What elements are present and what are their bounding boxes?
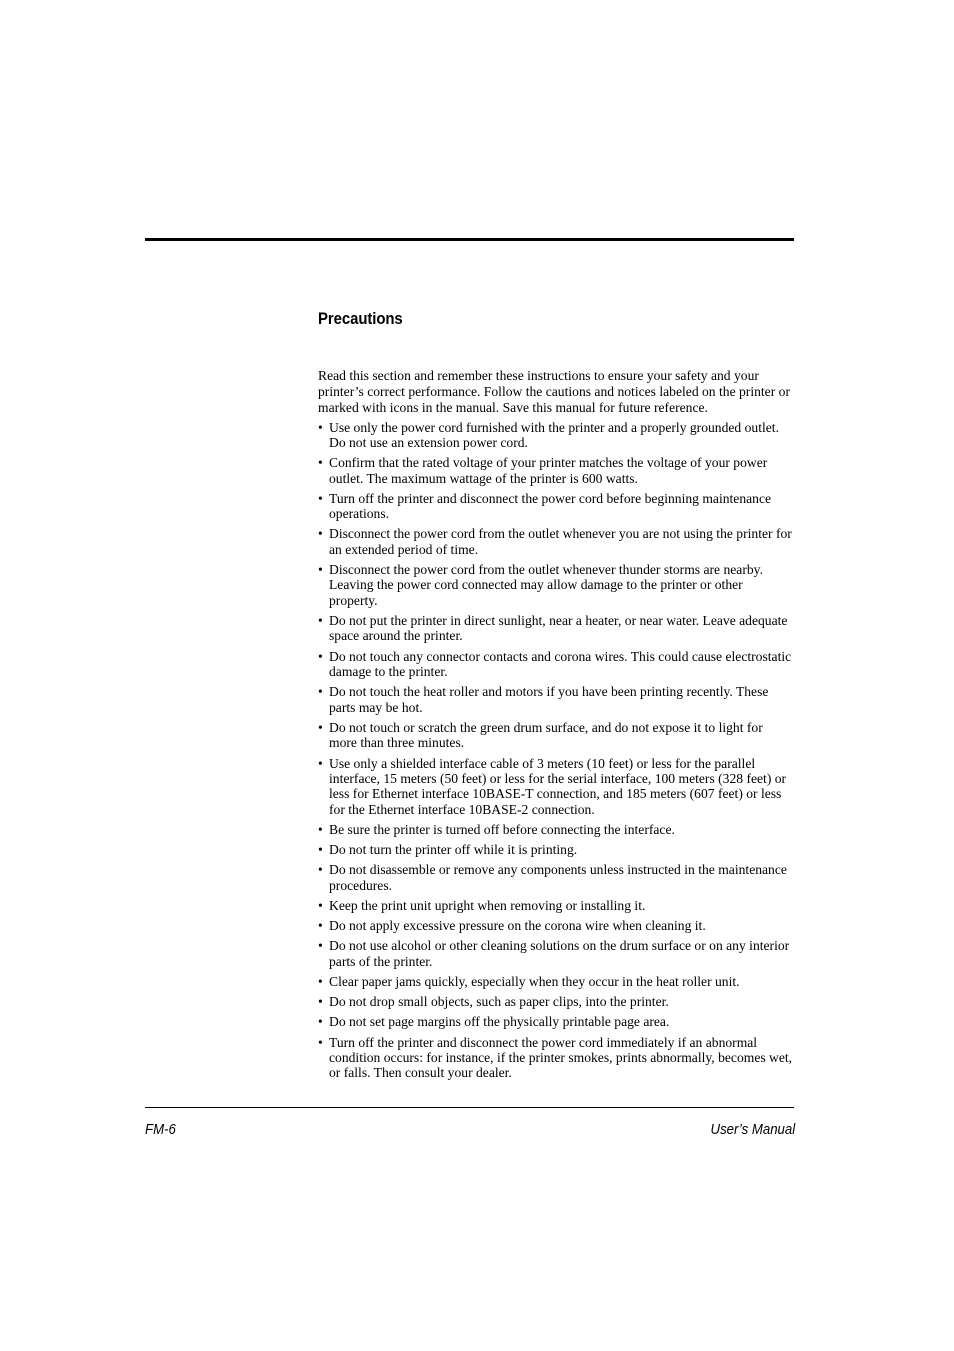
precaution-item: • Disconnect the power cord from the outlet whenever you are not using the printer for an extended period of time. [318,526,794,557]
footer-rule [145,1107,794,1108]
precaution-item: • Be sure the printer is turned off before connecting the interface. [318,822,794,837]
top-rule [145,238,794,241]
precautions-section [318,308,794,1086]
precaution-item: • Disconnect the power cord from the outlet whenever thunder storms are nearby. Leaving the power cord connected may allow damage to the printer or other property. [318,562,794,608]
precaution-item: • Clear paper jams quickly, especially when they occur in the heat roller unit. [318,974,794,989]
precaution-item: • Do not drop small objects, such as paper clips, into the printer. [318,994,794,1009]
precaution-item: • Turn off the printer and disconnect the power cord before beginning maintenance operations. [318,491,794,522]
precaution-item: • Use only a shielded interface cable of 3 meters (10 feet) or less for the parallel interface, 15 meters (50 feet) or less for the serial interface, 100 meters (328 feet) or less for Ethernet interface 10BASE-T connection, and 185 meters (607 feet) or less for the Ethernet interface 10BASE-2 connection. [318,756,794,818]
manual-title: User’s Manual [710,1121,795,1138]
precaution-item: • Do not touch or scratch the green drum surface, and do not expose it to light for more than three minutes. [318,720,794,751]
section-title: Precautions [318,309,403,328]
precaution-item: • Do not disassemble or remove any components unless instructed in the maintenance procedures. [318,862,794,893]
intro-paragraph: Read this section and remember these instructions to ensure your safety and your printer’s correct performance. Follow the cautions and notices labeled on the printer or marked with icons in the manual. Save this manual for future reference. [318,368,790,416]
precaution-item: • Use only the power cord furnished with the printer and a properly grounded outlet. Do not use an extension power cord. [318,420,794,451]
precaution-item: • Keep the print unit upright when removing or installing it. [318,898,794,913]
precaution-item: • Confirm that the rated voltage of your printer matches the voltage of your power outlet. The maximum wattage of the printer is 600 watts. [318,455,794,486]
precaution-item: • Do not touch the heat roller and motors if you have been printing recently. These parts may be hot. [318,684,794,715]
precaution-item: • Do not apply excessive pressure on the corona wire when cleaning it. [318,918,794,933]
precaution-item: • Do not touch any connector contacts and corona wires. This could cause electrostatic damage to the printer. [318,649,794,680]
precaution-item: • Do not turn the printer off while it is printing. [318,842,794,857]
page-number: FM-6 [145,1121,176,1138]
precaution-item: • Do not set page margins off the physically printable page area. [318,1014,794,1029]
precaution-item: • Do not put the printer in direct sunlight, near a heater, or near water. Leave adequate space around the printer. [318,613,794,644]
precaution-item: • Do not use alcohol or other cleaning solutions on the drum surface or on any interior parts of the printer. [318,938,794,969]
precautions-list [318,420,794,1081]
precaution-item: • Turn off the printer and disconnect the power cord immediately if an abnormal condition occurs: for instance, if the printer smokes, prints abnormally, becomes wet, or falls. Then consult your dealer. [318,1035,794,1081]
